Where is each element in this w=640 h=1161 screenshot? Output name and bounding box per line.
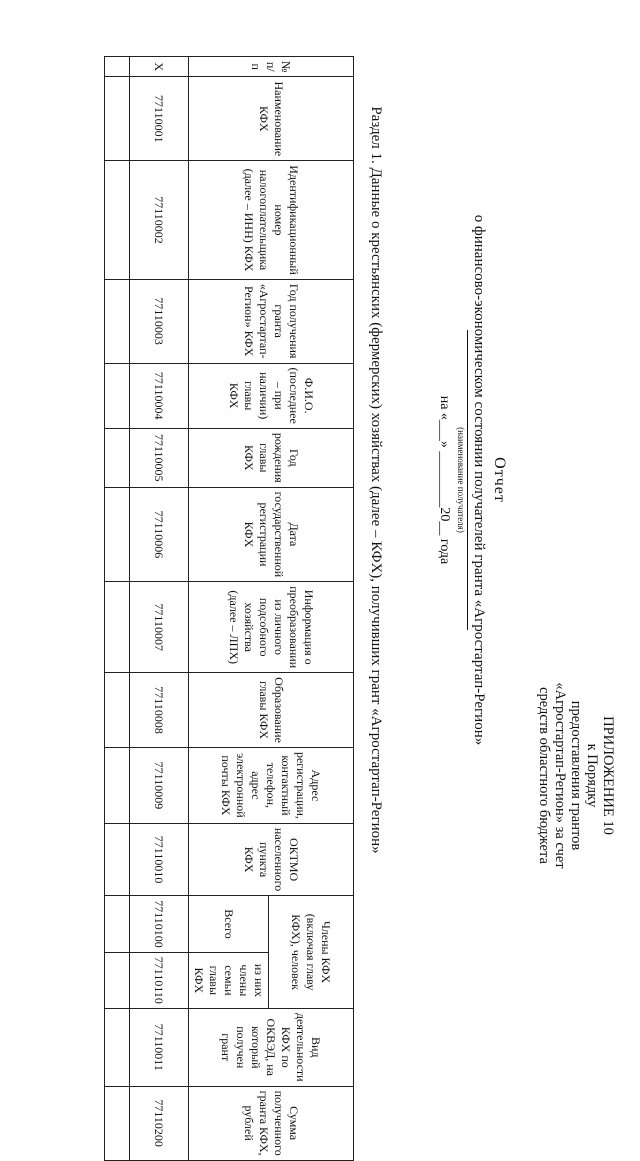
col-label-4: Ф.И.О. (последнее – при наличии) главы КФХ (189, 363, 354, 428)
members-total-code: 77110100 (130, 896, 189, 953)
row-header-x: Х (130, 57, 189, 77)
col-code-5: 77110005 (130, 428, 189, 487)
report-form-table (104, 56, 354, 1161)
row-header-no: № п/п (189, 57, 354, 77)
grant-sum-label: Сумма полученного гранта КФХ, рублей (189, 1086, 354, 1160)
members-family-label: из них члены семьи главы КФХ (189, 952, 269, 1008)
report-header (436, 80, 508, 880)
data-cell (105, 279, 130, 363)
recipient-caption: (наименование получателя) (456, 330, 468, 630)
col-code-8: 77110008 (130, 673, 189, 748)
col-label-8: Образование главы КФХ (189, 673, 354, 748)
col-label-2: Идентификационный номер налогоплательщика (далее – ИНН) КФХ (189, 161, 354, 280)
report-date-line: на «___» ________20__ года (437, 395, 452, 565)
table-data-row (105, 57, 130, 1161)
col-label-9: Адрес регистрации, контактный телефон, адрес электронной почты КФХ (189, 747, 354, 823)
section-title: Раздел 1. Данные о крестьянских (фермерских) хозяйствах (далее – КФХ), получивших грант «Агростартап-Регион» (368, 106, 384, 854)
col-code-1: 77110001 (130, 77, 189, 161)
grant-sum-code: 77110200 (130, 1086, 189, 1160)
col-label-1: Наименование КФХ (189, 77, 354, 161)
members-total-label: Всего (189, 896, 269, 953)
data-cell (105, 673, 130, 748)
data-cell (105, 57, 130, 77)
report-subtitle: о финансово-экономическом состоянии получателей гранта «Агростартап-Регион» (471, 214, 487, 746)
data-cell (105, 582, 130, 673)
col-code-3: 77110003 (130, 279, 189, 363)
data-cell (105, 747, 130, 823)
col-code-10: 77110010 (130, 823, 189, 895)
col-code-9: 77110009 (130, 747, 189, 823)
appendix-line-4: средств областного бюджета (536, 687, 552, 864)
report-title: Отчет (491, 457, 508, 503)
table-header-row (269, 57, 354, 1161)
col-code-6: 77110006 (130, 487, 189, 582)
data-cell (105, 428, 130, 487)
data-cell (105, 1008, 130, 1086)
data-cell (105, 823, 130, 895)
col-label-7: Информация о преобразовании из личного подсобного хозяйства (далее – ЛПХ) (189, 582, 354, 673)
col-code-4: 77110004 (130, 363, 189, 428)
data-cell (105, 487, 130, 582)
members-family-code: 77110110 (130, 952, 189, 1008)
okved-label: Вид деятельности КФХ по ОКВЭД, на который получен грант (189, 1008, 354, 1086)
appendix-line-2: предоставления грантов (568, 700, 584, 851)
data-cell (105, 161, 130, 280)
appendix-line-3: «Агростартап-Регион» за счет (552, 682, 568, 869)
col-code-2: 77110002 (130, 161, 189, 280)
appendix-line-1: к Порядку (584, 743, 600, 808)
data-cell (105, 896, 130, 953)
appendix-number: ПРИЛОЖЕНИЕ 10 (600, 716, 616, 835)
data-cell (105, 1086, 130, 1160)
table-code-row (130, 57, 189, 1161)
col-code-7: 77110007 (130, 582, 189, 673)
members-group-label: Члены КФХ (включая главу КФХ), человек (269, 896, 354, 1009)
data-cell (105, 363, 130, 428)
col-label-6: Дата государственной регистрации КФХ (189, 487, 354, 582)
col-label-3: Год получения гранта «Агростартап-Регион» КФХ (189, 279, 354, 363)
col-label-5: Год рождения главы КФХ (189, 428, 354, 487)
appendix-block (536, 668, 616, 883)
data-cell (105, 952, 130, 1008)
data-cell (105, 77, 130, 161)
col-label-10: ОКТМО населенного пункта КФХ (189, 823, 354, 895)
okved-code: 77110011 (130, 1008, 189, 1086)
